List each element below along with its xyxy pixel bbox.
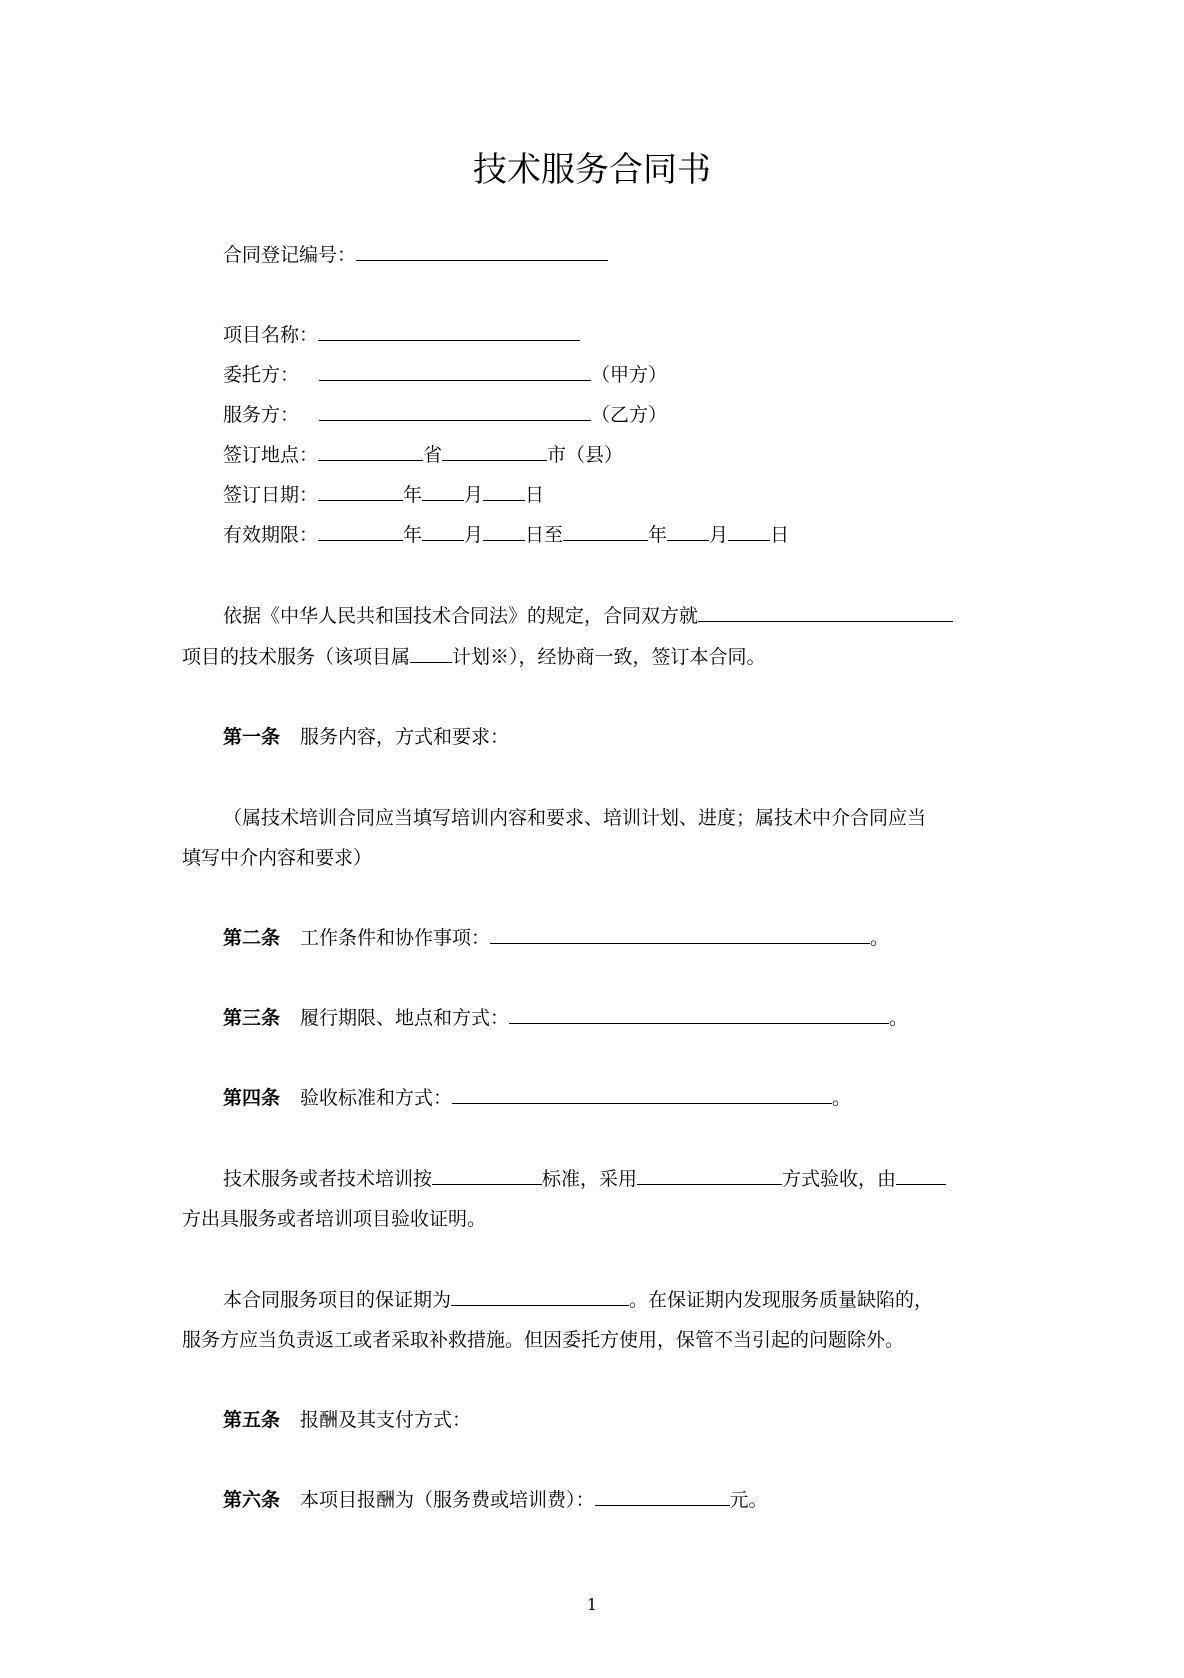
article-4: 第四条 验收标准和方式： 。	[223, 1087, 852, 1109]
date-line: 签订日期： 年 月 日	[223, 484, 545, 506]
warranty-line-1: 本合同服务项目的保证期为 。在保证期内发现服务质量缺陷的，	[223, 1289, 934, 1311]
intro-line-2: 项目的技术服务（该项目属 计划※），经协商一致，签订本合同。	[182, 646, 766, 668]
client-line: 委托方： （甲方）	[223, 364, 668, 386]
article-1: 第一条 服务内容，方式和要求：	[223, 726, 510, 748]
warranty-line-2: 服务方应当负责返工或者采取补救措施。但因委托方使用，保管不当引起的问题除外。	[182, 1329, 905, 1351]
article-2: 第二条 工作条件和协作事项： 。	[223, 927, 890, 949]
acceptance-line-2: 方出具服务或者培训项目验收证明。	[182, 1208, 487, 1230]
valid-line: 有效期限： 年 月 日至 年 月 日	[223, 524, 790, 546]
article-6: 第六条 本项目报酬为（服务费或培训费）： 元。	[223, 1489, 768, 1511]
place-line: 签订地点： 省 市（县）	[223, 444, 624, 466]
article-5: 第五条 报酬及其支付方式：	[223, 1409, 472, 1431]
document-title: 技术服务合同书	[473, 150, 711, 190]
page-number: 1	[586, 1595, 598, 1614]
reg-line: 合同登记编号：	[223, 240, 608, 267]
intro-line-1: 依据《中华人民共和国技术合同法》的规定，合同双方就	[223, 601, 953, 628]
acceptance-line-1: 技术服务或者技术培训按 标准，采用 方式验收，由	[223, 1164, 946, 1191]
article-1-desc-1: （属技术培训合同应当填写培训内容和要求、培训计划、进度；属技术中介合同应当	[223, 807, 927, 829]
project-line: 项目名称：	[223, 320, 580, 347]
server-line: 服务方： （乙方）	[223, 404, 668, 426]
article-3: 第三条 履行期限、地点和方式： 。	[223, 1007, 909, 1029]
article-1-desc-2: 填写中介内容和要求）	[182, 847, 373, 869]
